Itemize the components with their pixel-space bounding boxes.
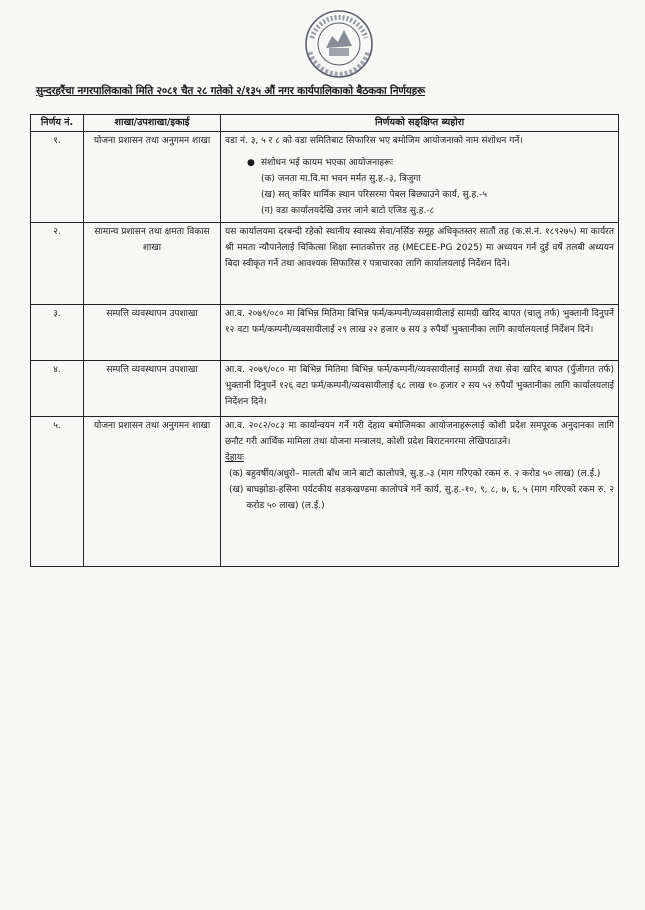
project-item xyxy=(225,466,614,482)
bullet-item xyxy=(247,155,614,171)
decision-number: २. xyxy=(31,223,84,305)
table-header-row xyxy=(31,115,619,132)
table-row xyxy=(31,132,619,223)
decision-number: ४. xyxy=(31,361,84,417)
decisions-table xyxy=(30,114,619,567)
sub-item: (क) जनता मा.वि.मा भवन मर्मत सु.ह.-३, त्रिजुगा xyxy=(261,174,421,184)
decision-summary xyxy=(221,132,619,223)
table-row xyxy=(31,223,619,305)
project-item-text: बहुवर्षीय/अधुरो– मालती बाँध जाने बाटो कालोपत्रे, सु.ह.-३ (माग गरिएको रकम रु. २ करोड ५० लाख) (ल.ई.) xyxy=(245,469,601,479)
column-header-summary: निर्णयको सङ्क्षिप्त ब्यहोरा xyxy=(221,115,619,132)
decision-summary xyxy=(221,417,619,567)
table-row xyxy=(31,417,619,567)
sub-item: (ग) वडा कार्यालयदेखि उत्तर जाने बाटो एजिड सु.ह.-८ xyxy=(261,206,435,216)
project-item-label: (क) xyxy=(229,469,243,479)
dehay-label: देहायः xyxy=(225,453,244,463)
summary-text: आ.व. २०८२/०८३ मा कार्यान्वयन गर्ने गरी देहाय बमोजिमका आयोजनाहरूलाई कोशी प्रदेश समपूरक अनुदानका लागि छनौट गरी आर्थिक मामिला तथा योजना मन्त्रालय, कोशी प्रदेश बिराटनगरमा लेखिपठाउने। xyxy=(225,421,614,447)
branch-name: सम्पत्ति व्यवस्थापन उपशाखा xyxy=(84,305,221,361)
branch-name: सम्पत्ति व्यवस्थापन उपशाखा xyxy=(84,361,221,417)
project-item-label: (ख) xyxy=(229,485,244,495)
column-header-decision-no: निर्णय नं. xyxy=(31,115,84,132)
table-row xyxy=(31,305,619,361)
decision-summary: यस कार्यालयमा दरबन्दी रहेको स्थानीय स्वास्थ्य सेवा/नर्सिङ समूह अधिकृतस्तर सातौं तह (क.सं.नं. १८९२७५) मा कार्यरत श्री ममता न्यौपानेलाई चिकित्सा शिक्षा स्नातकोत्तर तह (MECEE-PG 2025) मा अध्ययन गर्न दुई वर्षे तलबी अध्ययन बिदा स्वीकृत गर्ने तथा आवश्यक सिफारिस र पत्राचारका लागि कार्यालयलाई निर्देशन दिने। xyxy=(221,223,619,305)
bullet-text: संशोधन भई कायम भएका आयोजनाहरूः xyxy=(261,158,393,168)
bullet-dot-icon: ● xyxy=(247,158,255,168)
sub-item: (ख) सत् कबिर धार्मिक स्थान परिसरमा पेबल बिछ्याउने कार्य, सु.ह.-५ xyxy=(261,190,488,200)
summary-text: वडा नं. ३, ५ र ८ को वडा समितिबाट सिफारिस भए बमोजिम आयोजनाको नाम संशोधन गर्ने। xyxy=(225,136,523,146)
column-header-branch: शाखा/उपशाखा/इकाई xyxy=(84,115,221,132)
project-item-text: बाघझोडा-हसिना पर्यटकीय सडकखण्डमा कालोपत्रे गर्ने कार्य, सु.ह.-१०, ९, ८, ७, ६, ५ (माग गरिएको रकम रु. २ करोड ५० लाख) (ल.ई.) xyxy=(246,485,614,511)
page-title: सुन्दरहरैंचा नगरपालिकाको मिति २०८१ चैत २८ गतेको २/१३५ औं नगर कार्यपालिकाको बैठकका निर्णयहरू xyxy=(36,85,425,97)
branch-name: सामान्य प्रशासन तथा क्षमता विकास शाखा xyxy=(84,223,221,305)
municipal-seal xyxy=(296,8,382,80)
decision-number: १. xyxy=(31,132,84,223)
decision-summary: आ.व. २०७९/०८० मा बिभिन्न मितिमा बिभिन्न फर्म/कम्पनी/व्यवसायीलाई सामग्री तथा सेवा खरिद बापत (पुँजीगत तर्फ) भुक्तानी दिनुपर्ने १२६ वटा फर्म/कम्पनी/व्यवसायीलाई ६८ लाख १० हजार २ सय ५२ रुपैयाँ भुक्तानीका लागि कार्यालयलाई निर्देशन दिने। xyxy=(221,361,619,417)
decision-summary: आ.व. २०७९/०८० मा बिभिन्न मितिमा बिभिन्न फर्म/कम्पनी/व्यवसायीलाई सामग्री खरिद बापत (चालु तर्फ) भुक्तानी दिनुपर्ने १२ वटा फर्म/कम्पनी/व्यवसायीलाई २९ लाख २२ हजार ७ सय ३ रुपैयाँ भुक्तानीका लागि कार्यालयलाई निर्देशन दिने। xyxy=(221,305,619,361)
branch-name: योजना प्रशासन तथा अनुगमन शाखा xyxy=(84,417,221,567)
decision-number: ३. xyxy=(31,305,84,361)
project-item xyxy=(225,482,614,514)
decision-number: ५. xyxy=(31,417,84,567)
branch-name: योजना प्रशासन तथा अनुगमन शाखा xyxy=(84,132,221,223)
table-row xyxy=(31,361,619,417)
